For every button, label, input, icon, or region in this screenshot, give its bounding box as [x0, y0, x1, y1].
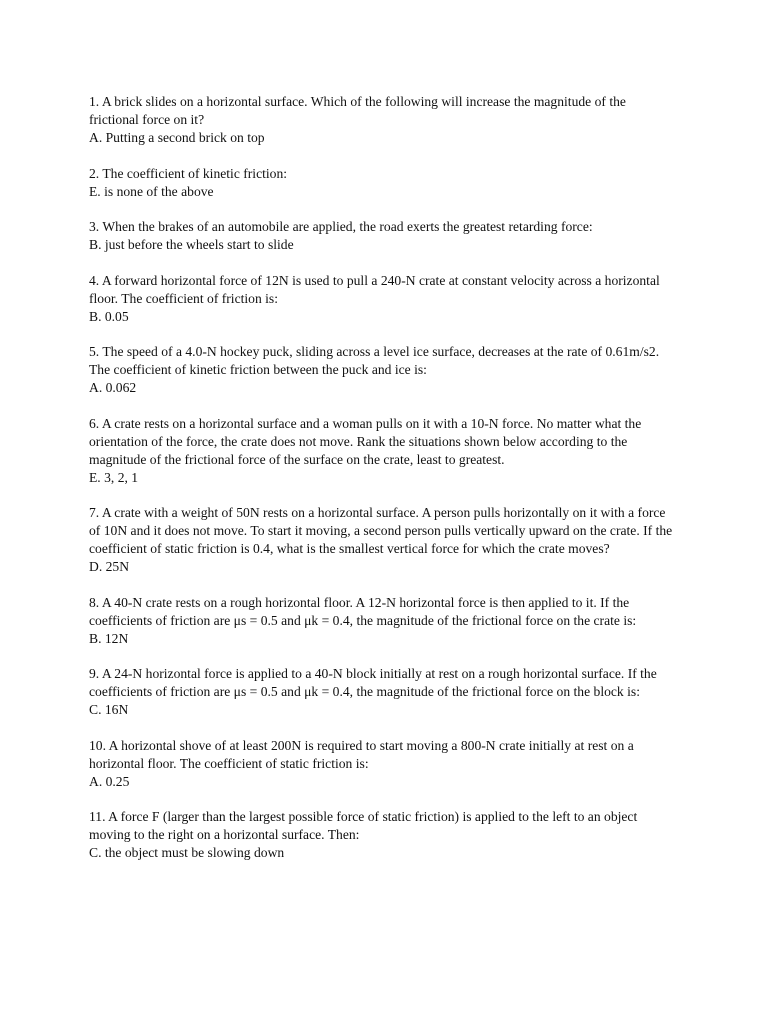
question-item-7 [89, 504, 679, 576]
question-item-8 [89, 594, 679, 648]
question-item-9 [89, 665, 679, 719]
question-item-6 [89, 415, 679, 487]
question-item-4 [89, 272, 679, 326]
question-item-2 [89, 165, 679, 201]
answer-text: C. 16N [89, 702, 129, 717]
answer-text: A. 0.25 [89, 773, 130, 789]
answer-text: B. just before the wheels start to slide [89, 237, 294, 252]
question-item-11 [89, 808, 679, 862]
question-item-10 [89, 737, 679, 791]
question-text: 5. The speed of a 4.0-N hockey puck, sliding across a level ice surface, decreases at the rate of 0.61m/s2. The coefficient of kinetic friction between the puck and ice is: [89, 344, 660, 377]
answer-text: B. 0.05 [89, 308, 129, 324]
question-text: 6. A crate rests on a horizontal surface and a woman pulls on it with a 10-N force. No matter what the orientation of the force, the crate does not move. Rank the situations shown below according to the magnitude of the frictional force of the surface on the crate, least to greatest. [89, 415, 642, 467]
answer-text: A. Putting a second brick on top [89, 130, 265, 145]
question-list [89, 93, 679, 880]
question-text: 11. A force F (larger than the largest possible force of static friction) is applied to the left to an object moving to the right on a horizontal surface. Then: [89, 809, 638, 842]
answer-text: E. is none of the above [89, 183, 214, 199]
answer-text: E. 3, 2, 1 [89, 469, 139, 485]
question-text: 8. A 40-N crate rests on a rough horizontal floor. A 12-N horizontal force is then applied to it. If the coefficients of friction are μs = 0.5 and μk = 0.4, the magnitude of the frictional force on the crate is: [89, 594, 637, 628]
answer-text: B. 12N [89, 630, 129, 646]
question-item-3 [89, 218, 679, 254]
question-text: 1. A brick slides on a horizontal surface. Which of the following will increase the magnitude of the frictional force on it? [89, 94, 626, 127]
answer-text: A. 0.062 [89, 380, 137, 395]
answer-text: D. 25N [89, 559, 130, 574]
question-text: 3. When the brakes of an automobile are applied, the road exerts the greatest retarding force: [89, 219, 593, 234]
answer-text: C. the object must be slowing down [89, 845, 285, 860]
question-text: 4. A forward horizontal force of 12N is used to pull a 240-N crate at constant velocity across a horizontal floor. The coefficient of friction is: [89, 272, 660, 306]
question-text: 7. A crate with a weight of 50N rests on a horizontal surface. A person pulls horizontally on it with a force of 10N and it does not move. To start it moving, a second person pulls vertically upward on the crate. If the coefficient of static friction is 0.4, what is the smallest vertical force for which the crate moves? [89, 505, 673, 556]
question-text: 10. A horizontal shove of at least 200N is required to start moving a 800-N crate initially at rest on a horizontal floor. The coefficient of static friction is: [89, 737, 634, 771]
question-text: 9. A 24-N horizontal force is applied to a 40-N block initially at rest on a rough horizontal surface. If the coefficients of friction are μs = 0.5 and μk = 0.4, the magnitude of the frictional force on the block is: [89, 666, 657, 699]
question-text: 2. The coefficient of kinetic friction: [89, 165, 288, 181]
question-item-1 [89, 93, 679, 147]
question-item-5 [89, 343, 679, 397]
